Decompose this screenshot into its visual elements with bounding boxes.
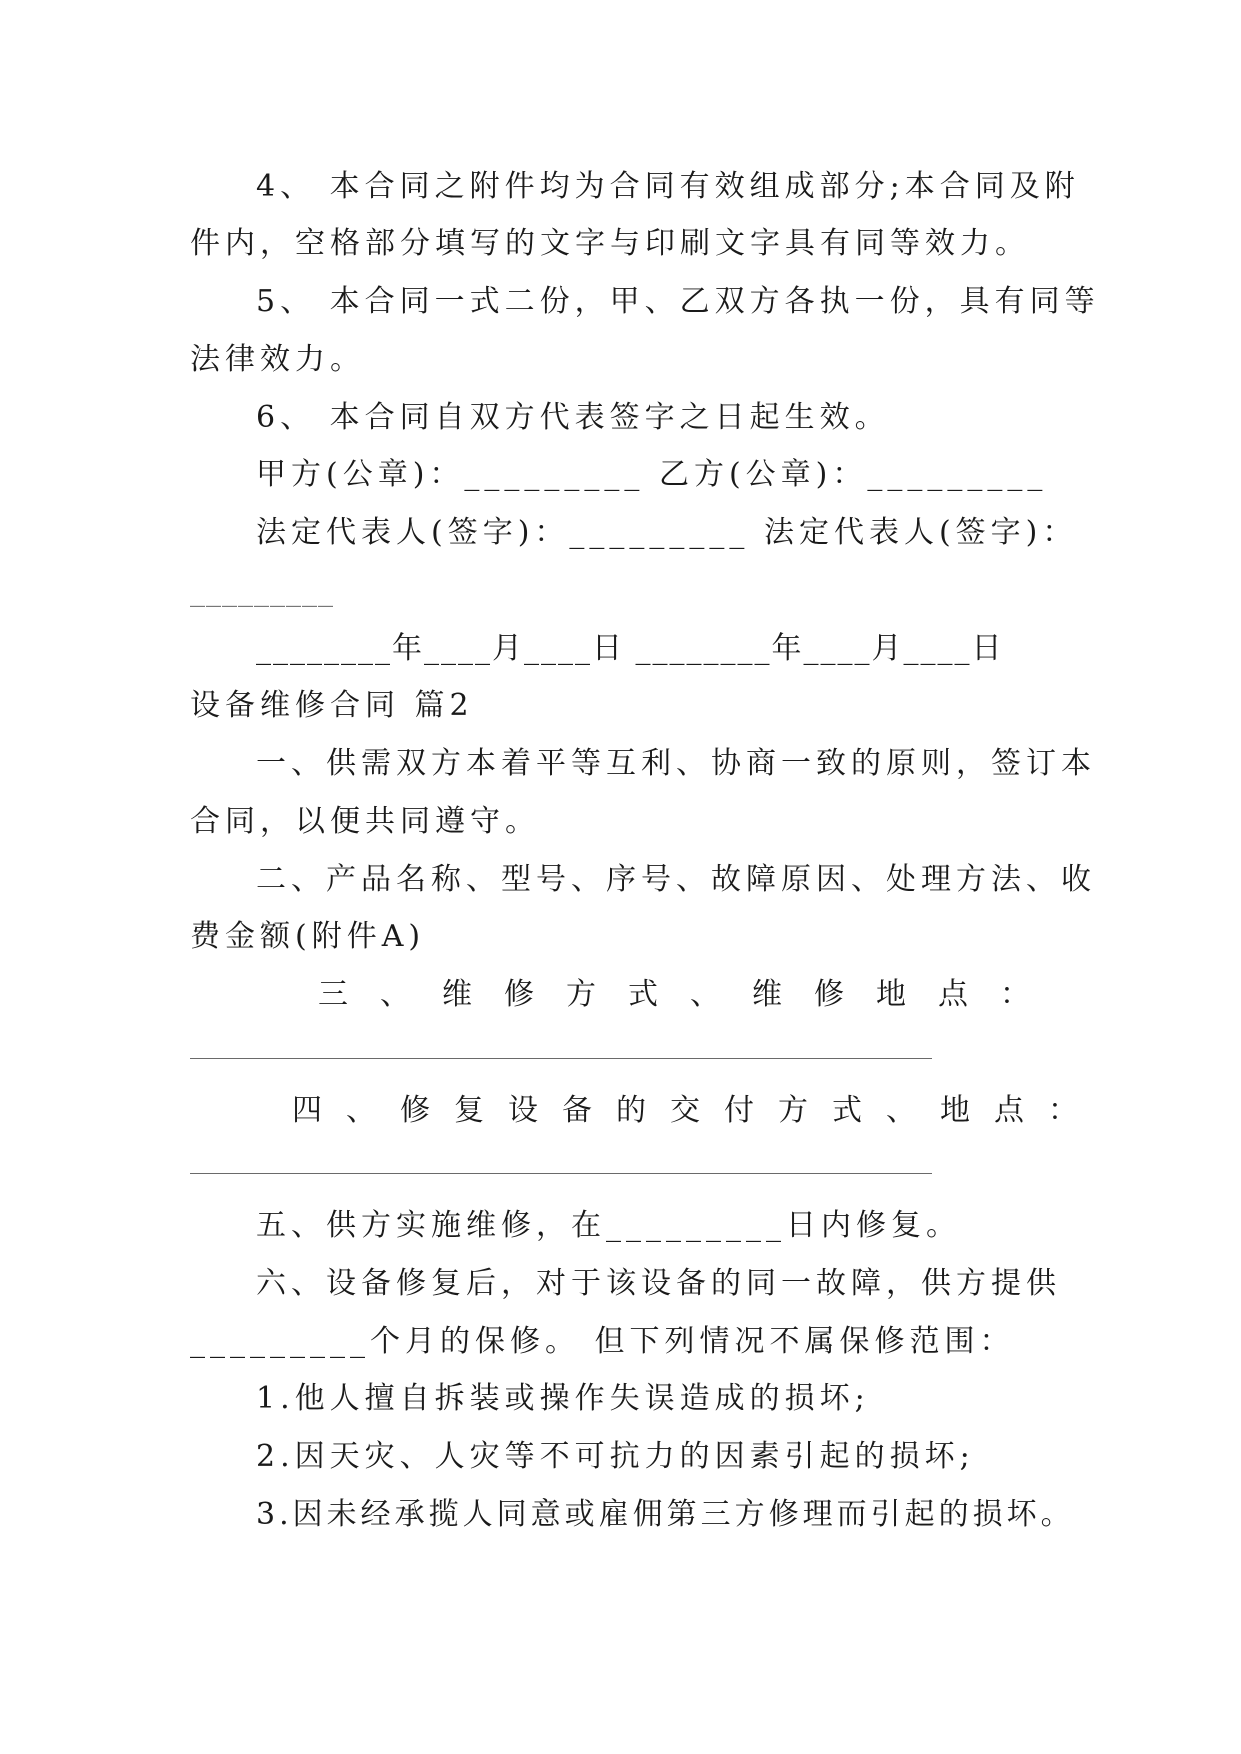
- section-heading: 设备维修合同 篇2: [190, 688, 474, 723]
- clause-5-line-1: 5、 本合同一式二份，甲、乙双方各执一份，具有同等: [256, 284, 1100, 319]
- seal-line: 甲方(公章)：_________ 乙方(公章)：_________: [256, 457, 1048, 492]
- article-2-line-2: 费金额(附件A): [190, 919, 426, 954]
- clause-4-line-1: 4、 本合同之附件均为合同有效组成部分;本合同及附: [256, 169, 1080, 204]
- article-2-line-1: 二、产品名称、型号、序号、故障原因、处理方法、收: [256, 862, 1096, 897]
- representative-blank: _________: [190, 573, 334, 608]
- article-4-label: 四、修复设备的交付方式、地点：: [292, 1093, 1102, 1128]
- article-5: 五、供方实施维修，在_________日内修复。: [256, 1208, 961, 1243]
- exclusion-1: 1.他人擅自拆装或操作失误造成的损坏;: [256, 1381, 870, 1416]
- exclusion-3: 3.因未经承揽人同意或雇佣第三方修理而引起的损坏。: [256, 1497, 1075, 1532]
- article-1-line-2: 合同，以便共同遵守。: [190, 804, 540, 839]
- exclusion-2: 2.因天灾、人灾等不可抗力的因素引起的损坏;: [256, 1439, 975, 1474]
- representative-line: 法定代表人(签字)：_________ 法定代表人(签字)：: [256, 515, 1078, 550]
- clause-6: 6、 本合同自双方代表签字之日起生效。: [256, 400, 890, 435]
- article-3-label: 三、维修方式、维修地点：: [318, 977, 1062, 1012]
- article-6-line-2: _________个月的保修。 但下列情况不属保修范围：: [190, 1324, 1015, 1359]
- article-1-line-1: 一、供需双方本着平等互利、协商一致的原则，签订本: [256, 746, 1096, 781]
- date-line: ________年____月____日 ________年____月____日: [256, 631, 1004, 666]
- article-4-blank: [190, 1173, 932, 1174]
- article-6-line-1: 六、设备修复后，对于该设备的同一故障，供方提供: [256, 1266, 1061, 1301]
- clause-4-line-2: 件内，空格部分填写的文字与印刷文字具有同等效力。: [190, 226, 1030, 261]
- clause-5-line-2: 法律效力。: [190, 342, 365, 377]
- article-3-blank: [190, 1058, 932, 1059]
